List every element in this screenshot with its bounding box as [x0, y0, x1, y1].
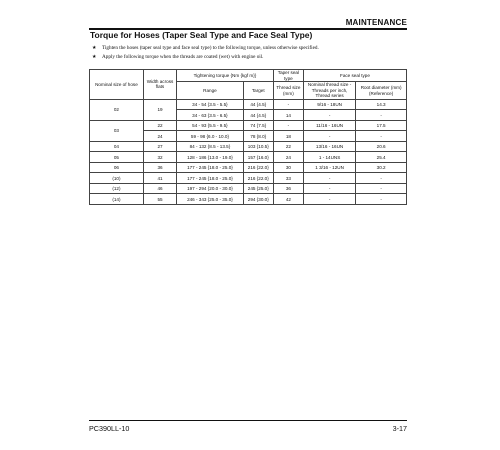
header-thread-size: Thread size (mm): [273, 82, 303, 100]
header-range: Range: [177, 82, 244, 100]
cell-target: 216 {22.0}: [243, 173, 273, 184]
table-row: [90, 194, 407, 205]
cell-thread-size: 30: [273, 162, 303, 173]
cell-nominal-thread: -: [303, 110, 355, 121]
cell-root-diameter: 25.4: [356, 152, 407, 163]
cell-root-diameter: 20.6: [356, 141, 407, 152]
table-row: [90, 120, 407, 131]
page-title: Torque for Hoses (Taper Seal Type and Face Seal Type): [90, 30, 313, 40]
cell-nominal-thread: 1 - 14UNS: [303, 152, 355, 163]
header-target: Target: [243, 82, 273, 100]
cell-width: 32: [143, 152, 176, 163]
cell-thread-size: 42: [273, 194, 303, 205]
cell-nominal: (12): [90, 183, 144, 194]
cell-range: 246 - 343 {25.0 - 35.0}: [177, 194, 244, 205]
cell-nominal-thread: 1 3/16 - 12UN: [303, 162, 355, 173]
cell-target: 294 {30.0}: [243, 194, 273, 205]
cell-target: 74 {7.5}: [243, 120, 273, 131]
header-root-diameter: Root diameter (mm) (Reference): [356, 82, 407, 100]
header-tightening-torque: Tightening torque {Nm {kgf m}}: [177, 70, 274, 82]
cell-root-diameter: -: [356, 131, 407, 142]
cell-range: 197 - 294 {20.0 - 30.0}: [177, 183, 244, 194]
cell-root-diameter: -: [356, 110, 407, 121]
footer-page-number: 3-17: [392, 424, 407, 433]
cell-range: 34 - 63 {3.5 - 6.5}: [177, 110, 244, 121]
cell-nominal: 02: [90, 99, 144, 120]
instruction-list: [92, 44, 412, 62]
cell-target: 44 {4.5}: [243, 99, 273, 110]
cell-nominal-thread: -: [303, 194, 355, 205]
cell-range: 59 - 98 {6.0 - 10.0}: [177, 131, 244, 142]
cell-thread-size: -: [273, 99, 303, 110]
cell-width: 55: [143, 194, 176, 205]
cell-target: 216 {22.0}: [243, 162, 273, 173]
cell-nominal-thread: 9/16 - 18UN: [303, 99, 355, 110]
cell-range: 177 - 245 {18.0 - 25.0}: [177, 173, 244, 184]
cell-nominal-thread: -: [303, 173, 355, 184]
star-icon: ★: [92, 46, 97, 51]
header-face-seal: Face seal type: [303, 70, 406, 82]
cell-root-diameter: -: [356, 173, 407, 184]
table-row: [90, 99, 407, 110]
cell-nominal: (14): [90, 194, 144, 205]
header-width-across-flats: Width across flats: [143, 70, 176, 100]
cell-width: 46: [143, 183, 176, 194]
cell-range: 128 - 186 {13.0 - 19.0}: [177, 152, 244, 163]
cell-root-diameter: 17.5: [356, 120, 407, 131]
cell-range: 34 - 54 {3.5 - 5.5}: [177, 99, 244, 110]
cell-target: 157 {16.0}: [243, 152, 273, 163]
cell-target: 103 {10.5}: [243, 141, 273, 152]
cell-width: 27: [143, 141, 176, 152]
cell-width: 41: [143, 173, 176, 184]
header-nominal-thread: Nominal thread size - Threads per inch, Thread series: [303, 82, 355, 100]
cell-range: 54 - 93 {5.5 - 9.5}: [177, 120, 244, 131]
table-row: [90, 141, 407, 152]
cell-width: 19: [143, 99, 176, 120]
cell-thread-size: 33: [273, 173, 303, 184]
table-row: [90, 162, 407, 173]
cell-nominal: 06: [90, 162, 144, 173]
cell-thread-size: 36: [273, 183, 303, 194]
instruction-item: [92, 44, 412, 53]
cell-target: 78 {8.0}: [243, 131, 273, 142]
cell-root-diameter: 14.3: [356, 99, 407, 110]
cell-thread-size: -: [273, 120, 303, 131]
cell-thread-size: 22: [273, 141, 303, 152]
star-icon: ★: [92, 55, 97, 60]
cell-nominal-thread: 11/16 - 16UN: [303, 120, 355, 131]
section-heading: MAINTENANCE: [345, 18, 407, 27]
cell-nominal: (10): [90, 173, 144, 184]
cell-thread-size: 18: [273, 131, 303, 142]
cell-width: 22: [143, 120, 176, 131]
cell-thread-size: 14: [273, 110, 303, 121]
table-row: [90, 173, 407, 184]
cell-root-diameter: 30.2: [356, 162, 407, 173]
table-row: [90, 152, 407, 163]
cell-range: 84 - 132 {8.5 - 13.5}: [177, 141, 244, 152]
cell-root-diameter: -: [356, 183, 407, 194]
cell-width: 36: [143, 162, 176, 173]
cell-range: 177 - 245 {18.0 - 25.0}: [177, 162, 244, 173]
footer-model: PC390LL-10: [89, 424, 130, 433]
table-row: [90, 183, 407, 194]
cell-nominal: 03: [90, 120, 144, 141]
cell-nominal: 05: [90, 152, 144, 163]
cell-nominal: 04: [90, 141, 144, 152]
cell-width: 24: [143, 131, 176, 142]
cell-target: 245 {25.0}: [243, 183, 273, 194]
cell-nominal-thread: -: [303, 183, 355, 194]
footer-rule: [89, 420, 407, 421]
instruction-text: Apply the following torque when the threads are coated (wet) with engine oil.: [102, 54, 264, 60]
cell-root-diameter: -: [356, 194, 407, 205]
cell-nominal-thread: -: [303, 131, 355, 142]
cell-nominal-thread: 13/16 - 16UN: [303, 141, 355, 152]
instruction-text: Tighten the hoses (taper seal type and face seal type) to the following torque, unless otherwise specified.: [102, 45, 319, 51]
header-nominal-size: Nominal size of hose: [90, 70, 144, 100]
instruction-item: [92, 53, 412, 62]
header-taper-seal: Taper seal type: [273, 70, 303, 82]
cell-target: 44 {4.5}: [243, 110, 273, 121]
torque-table: [89, 69, 407, 205]
cell-thread-size: 24: [273, 152, 303, 163]
